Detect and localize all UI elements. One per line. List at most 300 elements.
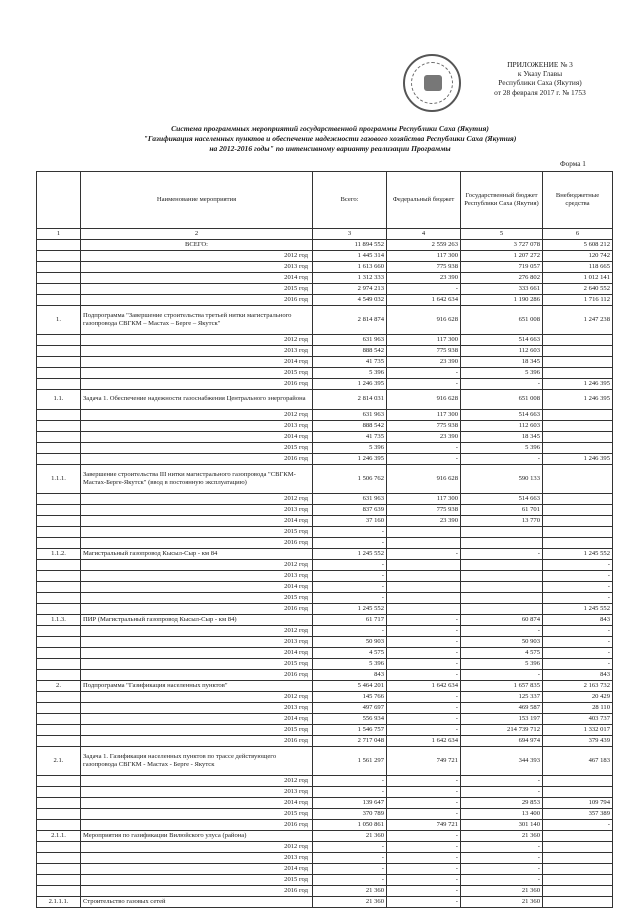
table-row (37, 240, 613, 251)
row-name-cell: 2015 год (81, 527, 313, 538)
appendix-header (450, 60, 630, 97)
row-name-cell: 2013 год (81, 637, 313, 648)
row-code-cell (37, 368, 81, 379)
row-name-cell: 2014 год (81, 864, 313, 875)
row-name-cell: Мероприятия по газификации Вилюйского улуса (района) (81, 831, 313, 842)
row-federal-cell: - (387, 703, 461, 714)
row-republic-cell: 153 197 (461, 714, 543, 725)
row-name-cell: Завершение строительства III нитки магистрального газопровода "СВГКМ-Мастах-Берге-Якутск" (ввод в постоянную эксплуатацию) (81, 465, 313, 494)
row-republic-cell (461, 538, 543, 549)
row-extrabudgetary-cell (543, 875, 613, 886)
row-extrabudgetary-cell: 1 245 552 (543, 549, 613, 560)
row-extrabudgetary-cell (543, 831, 613, 842)
row-name-cell: 2016 год (81, 379, 313, 390)
row-extrabudgetary-cell: - (543, 626, 613, 637)
row-federal-cell: - (387, 284, 461, 295)
row-republic-cell: 469 587 (461, 703, 543, 714)
row-code-cell (37, 284, 81, 295)
table-row (37, 809, 613, 820)
row-name-cell: 2016 год (81, 538, 313, 549)
appendix-line: ПРИЛОЖЕНИЕ № 3 (507, 60, 573, 69)
header-measure-name: Наименование мероприятия (81, 172, 313, 229)
row-code-cell (37, 648, 81, 659)
table-row (37, 560, 613, 571)
row-name-cell: 2013 год (81, 346, 313, 357)
row-name-cell: 2015 год (81, 368, 313, 379)
row-federal-cell: - (387, 864, 461, 875)
row-extrabudgetary-cell: 1 247 238 (543, 306, 613, 335)
column-index-row (37, 229, 613, 240)
table-row (37, 681, 613, 692)
row-federal-cell: 2 559 263 (387, 240, 461, 251)
row-republic-cell: - (461, 626, 543, 637)
row-total-cell: 5 396 (313, 368, 387, 379)
row-name-cell: 2014 год (81, 582, 313, 593)
row-republic-cell: - (461, 776, 543, 787)
row-name-cell: 2016 год (81, 670, 313, 681)
table-row (37, 368, 613, 379)
row-total-cell: 41 735 (313, 357, 387, 368)
table-row (37, 571, 613, 582)
row-total-cell: 5 396 (313, 659, 387, 670)
row-federal-cell: - (387, 626, 461, 637)
row-federal-cell (387, 593, 461, 604)
row-name-cell: 2013 год (81, 262, 313, 273)
row-total-cell: - (313, 527, 387, 538)
row-total-cell: 5 464 201 (313, 681, 387, 692)
table-row (37, 454, 613, 465)
row-republic-cell: - (461, 853, 543, 864)
row-extrabudgetary-cell: - (543, 560, 613, 571)
table-row (37, 776, 613, 787)
header-total: Всего: (313, 172, 387, 229)
row-total-cell: 888 542 (313, 421, 387, 432)
row-extrabudgetary-cell (543, 538, 613, 549)
row-federal-cell: - (387, 648, 461, 659)
row-federal-cell: - (387, 897, 461, 908)
row-republic-cell: 1 657 835 (461, 681, 543, 692)
table-row (37, 670, 613, 681)
table-row (37, 626, 613, 637)
row-federal-cell (387, 571, 461, 582)
row-republic-cell: 61 701 (461, 505, 543, 516)
row-federal-cell: 916 628 (387, 390, 461, 410)
row-federal-cell: 916 628 (387, 306, 461, 335)
row-extrabudgetary-cell: 1 246 395 (543, 390, 613, 410)
row-name-cell: Задача 1. Обеспечение надежности газоснабжения Центрального энергорайона (81, 390, 313, 410)
header-extrabudgetary: Внебюджетные средства (543, 172, 613, 229)
row-republic-cell: - (461, 379, 543, 390)
row-total-cell: 2 814 031 (313, 390, 387, 410)
row-total-cell: 1 445 314 (313, 251, 387, 262)
row-extrabudgetary-cell (543, 410, 613, 421)
table-row (37, 335, 613, 346)
row-republic-cell: 514 663 (461, 494, 543, 505)
row-code-cell (37, 626, 81, 637)
row-extrabudgetary-cell: - (543, 648, 613, 659)
table-row (37, 593, 613, 604)
row-extrabudgetary-cell: - (543, 820, 613, 831)
row-total-cell: 556 934 (313, 714, 387, 725)
row-republic-cell: 276 802 (461, 273, 543, 284)
table-row (37, 284, 613, 295)
row-name-cell: 2015 год (81, 443, 313, 454)
row-name-cell: 2012 год (81, 842, 313, 853)
row-republic-cell: 112 603 (461, 346, 543, 357)
row-total-cell: - (313, 864, 387, 875)
row-republic-cell: 13 400 (461, 809, 543, 820)
row-code-cell (37, 787, 81, 798)
row-republic-cell: 719 057 (461, 262, 543, 273)
row-extrabudgetary-cell: 28 110 (543, 703, 613, 714)
row-republic-cell: 5 396 (461, 443, 543, 454)
table-row (37, 443, 613, 454)
row-republic-cell: 60 874 (461, 615, 543, 626)
row-republic-cell: - (461, 549, 543, 560)
row-federal-cell: 916 628 (387, 465, 461, 494)
row-extrabudgetary-cell: 1 012 141 (543, 273, 613, 284)
row-republic-cell: - (461, 670, 543, 681)
row-total-cell: 1 613 660 (313, 262, 387, 273)
row-republic-cell (461, 571, 543, 582)
table-row (37, 787, 613, 798)
row-republic-cell: 50 903 (461, 637, 543, 648)
row-total-cell: 61 717 (313, 615, 387, 626)
row-total-cell: - (313, 582, 387, 593)
row-federal-cell (387, 538, 461, 549)
row-republic-cell: 514 663 (461, 410, 543, 421)
row-total-cell: 1 561 297 (313, 747, 387, 776)
row-extrabudgetary-cell: 109 794 (543, 798, 613, 809)
row-name-cell: Подпрограмма "Завершение строительства третьей нитки магистрального газопровода СВГКМ – Мастах – Берге – Якутск" (81, 306, 313, 335)
row-name-cell: 2012 год (81, 626, 313, 637)
row-republic-cell: 1 207 272 (461, 251, 543, 262)
table-row (37, 379, 613, 390)
table-row (37, 465, 613, 494)
row-name-cell: Магистральный газопровод Кысыл-Сыр - км 84 (81, 549, 313, 560)
row-code-cell (37, 357, 81, 368)
index-cell: 3 (313, 229, 387, 240)
table-row (37, 736, 613, 747)
row-total-cell: - (313, 842, 387, 853)
row-republic-cell: 21 360 (461, 897, 543, 908)
row-name-cell: 2013 год (81, 505, 313, 516)
row-republic-cell (461, 604, 543, 615)
row-republic-cell: 590 133 (461, 465, 543, 494)
row-republic-cell: 125 337 (461, 692, 543, 703)
row-total-cell: 1 506 762 (313, 465, 387, 494)
row-code-cell: 1. (37, 306, 81, 335)
row-republic-cell: 694 974 (461, 736, 543, 747)
row-total-cell: 370 789 (313, 809, 387, 820)
row-code-cell (37, 410, 81, 421)
row-total-cell: 4 575 (313, 648, 387, 659)
row-extrabudgetary-cell (543, 335, 613, 346)
row-federal-cell: 1 642 634 (387, 736, 461, 747)
table-row (37, 798, 613, 809)
row-total-cell: - (313, 593, 387, 604)
row-name-cell: 2016 год (81, 886, 313, 897)
table-row (37, 346, 613, 357)
row-federal-cell: 117 300 (387, 494, 461, 505)
row-republic-cell: 112 603 (461, 421, 543, 432)
row-extrabudgetary-cell: - (543, 593, 613, 604)
index-cell: 1 (37, 229, 81, 240)
row-total-cell: 1 312 333 (313, 273, 387, 284)
table-row (37, 604, 613, 615)
row-name-cell: 2015 год (81, 284, 313, 295)
row-republic-cell: 333 661 (461, 284, 543, 295)
row-code-cell (37, 527, 81, 538)
row-total-cell: 37 160 (313, 516, 387, 527)
row-code-cell: 1.1. (37, 390, 81, 410)
table-row (37, 692, 613, 703)
row-code-cell (37, 736, 81, 747)
row-total-cell: - (313, 571, 387, 582)
table-row (37, 659, 613, 670)
row-code-cell (37, 659, 81, 670)
row-federal-cell: 117 300 (387, 410, 461, 421)
table-row (37, 747, 613, 776)
index-cell: 2 (81, 229, 313, 240)
row-federal-cell: - (387, 379, 461, 390)
row-total-cell: 21 360 (313, 897, 387, 908)
index-cell: 5 (461, 229, 543, 240)
row-code-cell (37, 842, 81, 853)
row-name-cell: 2013 год (81, 787, 313, 798)
row-code-cell: 2.1. (37, 747, 81, 776)
row-total-cell: - (313, 787, 387, 798)
row-extrabudgetary-cell (543, 842, 613, 853)
row-code-cell (37, 593, 81, 604)
row-extrabudgetary-cell: 1 332 017 (543, 725, 613, 736)
row-extrabudgetary-cell (543, 421, 613, 432)
row-federal-cell: 749 721 (387, 747, 461, 776)
row-code-cell (37, 604, 81, 615)
row-total-cell: 50 903 (313, 637, 387, 648)
row-code-cell: 1.1.3. (37, 615, 81, 626)
table-row (37, 831, 613, 842)
row-name-cell: 2013 год (81, 703, 313, 714)
row-code-cell (37, 637, 81, 648)
appendix-line: от 28 февраля 2017 г. № 1753 (494, 87, 586, 97)
row-federal-cell: 23 390 (387, 357, 461, 368)
row-extrabudgetary-cell: 5 608 212 (543, 240, 613, 251)
row-name-cell: 2013 год (81, 421, 313, 432)
table-row (37, 262, 613, 273)
row-federal-cell (387, 604, 461, 615)
row-total-cell: 1 245 552 (313, 604, 387, 615)
row-republic-cell (461, 560, 543, 571)
row-republic-cell: 344 393 (461, 747, 543, 776)
row-code-cell (37, 335, 81, 346)
row-federal-cell: 775 938 (387, 346, 461, 357)
appendix-line: к Указу Главы (517, 69, 563, 79)
row-name-cell: ПИР (Магистральный газопровод Кысыл-Сыр - км 84) (81, 615, 313, 626)
row-total-cell: 4 549 032 (313, 295, 387, 306)
table-row (37, 295, 613, 306)
row-code-cell (37, 421, 81, 432)
row-extrabudgetary-cell (543, 465, 613, 494)
header-republic-budget: Государственный бюджет Республики Саха (Якутия) (461, 172, 543, 229)
row-extrabudgetary-cell: 1 246 395 (543, 454, 613, 465)
table-row (37, 421, 613, 432)
row-federal-cell: - (387, 615, 461, 626)
row-code-cell (37, 379, 81, 390)
row-extrabudgetary-cell (543, 897, 613, 908)
row-name-cell: 2012 год (81, 494, 313, 505)
row-name-cell: 2014 год (81, 798, 313, 809)
row-federal-cell: - (387, 637, 461, 648)
row-republic-cell: 4 575 (461, 648, 543, 659)
row-code-cell: 1.1.1. (37, 465, 81, 494)
row-republic-cell: 1 190 286 (461, 295, 543, 306)
row-republic-cell: 3 727 078 (461, 240, 543, 251)
row-federal-cell: 117 300 (387, 335, 461, 346)
row-total-cell: 145 766 (313, 692, 387, 703)
row-extrabudgetary-cell (543, 787, 613, 798)
row-total-cell: - (313, 776, 387, 787)
row-federal-cell: - (387, 886, 461, 897)
row-name-cell: 2015 год (81, 875, 313, 886)
row-extrabudgetary-cell (543, 864, 613, 875)
title-line: "Газификация населенных пунктов и обеспечение надежности газового хозяйства Республики Саха (Якутия) (143, 134, 517, 143)
row-republic-cell: 5 396 (461, 659, 543, 670)
row-name-cell: 2013 год (81, 571, 313, 582)
row-extrabudgetary-cell: 357 389 (543, 809, 613, 820)
row-total-cell: 2 974 213 (313, 284, 387, 295)
row-extrabudgetary-cell: 2 163 732 (543, 681, 613, 692)
row-extrabudgetary-cell (543, 505, 613, 516)
row-total-cell: 1 246 395 (313, 379, 387, 390)
table-row (37, 864, 613, 875)
row-federal-cell: - (387, 853, 461, 864)
row-name-cell: 2012 год (81, 251, 313, 262)
row-extrabudgetary-cell: 1 246 395 (543, 379, 613, 390)
row-code-cell (37, 798, 81, 809)
row-total-cell: 843 (313, 670, 387, 681)
row-extrabudgetary-cell: 118 665 (543, 262, 613, 273)
row-total-cell: 888 542 (313, 346, 387, 357)
row-republic-cell (461, 527, 543, 538)
row-total-cell: 1 050 861 (313, 820, 387, 831)
table-row (37, 615, 613, 626)
row-extrabudgetary-cell (543, 527, 613, 538)
row-federal-cell: - (387, 714, 461, 725)
row-federal-cell: 23 390 (387, 273, 461, 284)
row-name-cell: Подпрограмма "Газификация населенных пунктов" (81, 681, 313, 692)
row-total-cell: 497 697 (313, 703, 387, 714)
row-name-cell: 2016 год (81, 736, 313, 747)
table-body (37, 240, 613, 908)
row-federal-cell: - (387, 875, 461, 886)
table-row (37, 842, 613, 853)
row-name-cell: 2016 год (81, 604, 313, 615)
row-code-cell (37, 538, 81, 549)
row-extrabudgetary-cell: 403 737 (543, 714, 613, 725)
row-extrabudgetary-cell (543, 432, 613, 443)
row-extrabudgetary-cell: 120 742 (543, 251, 613, 262)
row-total-cell: 41 735 (313, 432, 387, 443)
row-extrabudgetary-cell: 2 640 552 (543, 284, 613, 295)
row-name-cell: 2014 год (81, 714, 313, 725)
row-total-cell: 21 360 (313, 831, 387, 842)
row-republic-cell: 29 853 (461, 798, 543, 809)
appendix-line: Республики Саха (Якутия) (498, 78, 582, 88)
index-cell: 4 (387, 229, 461, 240)
row-total-cell: 2 717 048 (313, 736, 387, 747)
table-row (37, 714, 613, 725)
table-row (37, 306, 613, 335)
row-name-cell: 2014 год (81, 648, 313, 659)
row-federal-cell (387, 560, 461, 571)
row-code-cell (37, 820, 81, 831)
row-federal-cell: - (387, 692, 461, 703)
row-code-cell: 2. (37, 681, 81, 692)
row-extrabudgetary-cell: - (543, 659, 613, 670)
row-republic-cell: 5 396 (461, 368, 543, 379)
row-total-cell: 1 245 552 (313, 549, 387, 560)
row-republic-cell (461, 593, 543, 604)
row-code-cell (37, 725, 81, 736)
row-extrabudgetary-cell: 379 439 (543, 736, 613, 747)
seal-emblem (424, 75, 442, 91)
row-extrabudgetary-cell: 467 183 (543, 747, 613, 776)
table-row (37, 648, 613, 659)
row-federal-cell: - (387, 776, 461, 787)
row-federal-cell: 775 938 (387, 421, 461, 432)
row-code-cell (37, 714, 81, 725)
row-code-cell (37, 240, 81, 251)
row-code-cell (37, 346, 81, 357)
row-republic-cell: 514 663 (461, 335, 543, 346)
row-federal-cell: 117 300 (387, 251, 461, 262)
row-total-cell: 631 963 (313, 494, 387, 505)
row-name-cell: 2015 год (81, 659, 313, 670)
row-code-cell (37, 443, 81, 454)
row-code-cell (37, 776, 81, 787)
row-name-cell: 2012 год (81, 692, 313, 703)
row-code-cell (37, 692, 81, 703)
row-code-cell (37, 560, 81, 571)
row-name-cell: 2014 год (81, 273, 313, 284)
row-extrabudgetary-cell: 1 716 112 (543, 295, 613, 306)
row-republic-cell: 651 008 (461, 306, 543, 335)
row-name-cell: 2013 год (81, 853, 313, 864)
row-federal-cell: - (387, 831, 461, 842)
table-row (37, 390, 613, 410)
row-extrabudgetary-cell: - (543, 571, 613, 582)
table-row (37, 725, 613, 736)
table-row (37, 494, 613, 505)
row-federal-cell (387, 582, 461, 593)
row-total-cell: 837 639 (313, 505, 387, 516)
row-republic-cell: 21 360 (461, 886, 543, 897)
program-measures-table (36, 171, 613, 908)
table-row (37, 582, 613, 593)
row-federal-cell: 1 642 634 (387, 295, 461, 306)
row-code-cell: 2.1.1. (37, 831, 81, 842)
row-name-cell: 2015 год (81, 593, 313, 604)
row-federal-cell: - (387, 443, 461, 454)
row-code-cell: 1.1.2. (37, 549, 81, 560)
row-federal-cell: - (387, 725, 461, 736)
title-line: Система программных мероприятий государственной программы Республики Саха (Якутия) (171, 124, 489, 133)
row-name-cell: 2015 год (81, 809, 313, 820)
row-extrabudgetary-cell (543, 368, 613, 379)
row-name-cell: Строительство газовых сетей (81, 897, 313, 908)
row-total-cell: 2 814 874 (313, 306, 387, 335)
